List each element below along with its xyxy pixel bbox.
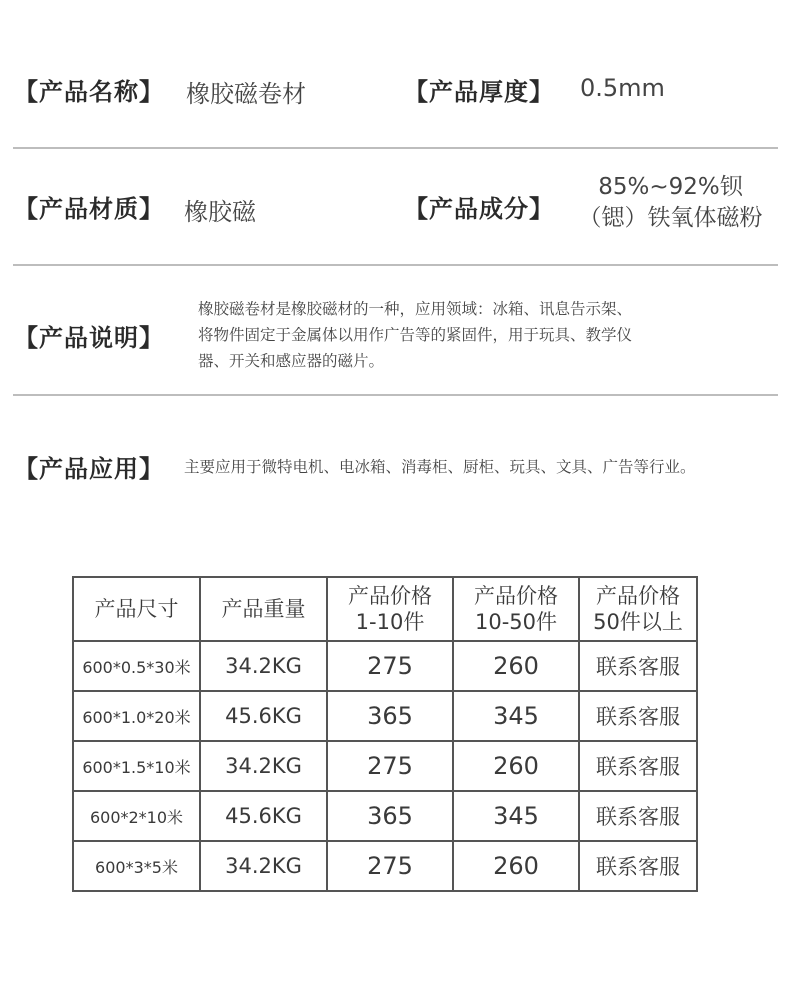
cell-size: 600*0.5*30米 (73, 641, 200, 691)
description-line: 器、开关和感应器的磁片。 (198, 352, 385, 370)
product-description-label: 【产品说明】 (14, 324, 164, 352)
product-composition-label: 【产品成分】 (404, 195, 554, 223)
composition-line-1: 85%~92%钡 (598, 174, 743, 200)
header-size: 产品尺寸 (73, 577, 200, 641)
cell-weight: 45.6KG (200, 691, 327, 741)
description-line: 将物件固定于金属体以用作广告等的紧固件，用于玩具、教学仪 (198, 326, 633, 344)
cell-weight: 34.2KG (200, 841, 327, 891)
product-material-value: 橡胶磁 (184, 198, 256, 226)
cell-price-1-10: 275 (327, 641, 453, 691)
cell-weight: 34.2KG (200, 741, 327, 791)
price-table (72, 576, 698, 892)
divider (13, 147, 778, 149)
cell-size: 600*1.5*10米 (73, 741, 200, 791)
product-name-value: 橡胶磁卷材 (186, 80, 306, 108)
cell-price-1-10: 365 (327, 691, 453, 741)
product-material-label: 【产品材质】 (14, 195, 164, 223)
table-row (73, 641, 697, 691)
cell-size: 600*1.0*20米 (73, 691, 200, 741)
cell-price-50-plus: 联系客服 (579, 841, 697, 891)
divider (13, 264, 778, 266)
table-row (73, 791, 697, 841)
header-price-10-50: 产品价格 10-50件 (453, 577, 579, 641)
table-header-row (73, 577, 697, 641)
table-row (73, 691, 697, 741)
header-price-1-10: 产品价格 1-10件 (327, 577, 453, 641)
header-weight: 产品重量 (200, 577, 327, 641)
cell-weight: 45.6KG (200, 791, 327, 841)
cell-price-50-plus: 联系客服 (579, 691, 697, 741)
cell-price-10-50: 260 (453, 841, 579, 891)
product-name-label: 【产品名称】 (14, 78, 164, 106)
product-composition-value (558, 172, 783, 234)
divider (13, 394, 778, 396)
composition-line-2: （锶）铁氧体磁粉 (578, 205, 763, 231)
cell-size: 600*2*10米 (73, 791, 200, 841)
cell-price-10-50: 345 (453, 691, 579, 741)
header-price-50-plus: 产品价格 50件以上 (579, 577, 697, 641)
cell-price-10-50: 260 (453, 741, 579, 791)
product-description-text (198, 296, 632, 374)
cell-price-10-50: 345 (453, 791, 579, 841)
cell-price-1-10: 275 (327, 841, 453, 891)
product-thickness-value: 0.5mm (580, 74, 665, 102)
description-line: 橡胶磁卷材是橡胶磁材的一种，应用领域：冰箱、讯息告示架、 (198, 300, 633, 318)
cell-size: 600*3*5米 (73, 841, 200, 891)
cell-price-1-10: 365 (327, 791, 453, 841)
cell-price-50-plus: 联系客服 (579, 791, 697, 841)
cell-price-1-10: 275 (327, 741, 453, 791)
cell-price-10-50: 260 (453, 641, 579, 691)
cell-price-50-plus: 联系客服 (579, 741, 697, 791)
product-application-text: 主要应用于微特电机、电冰箱、消毒柜、厨柜、玩具、文具、广告等行业。 (184, 458, 696, 476)
cell-weight: 34.2KG (200, 641, 327, 691)
product-thickness-label: 【产品厚度】 (404, 78, 554, 106)
product-application-label: 【产品应用】 (14, 455, 164, 483)
table-row (73, 841, 697, 891)
table-row (73, 741, 697, 791)
cell-price-50-plus: 联系客服 (579, 641, 697, 691)
